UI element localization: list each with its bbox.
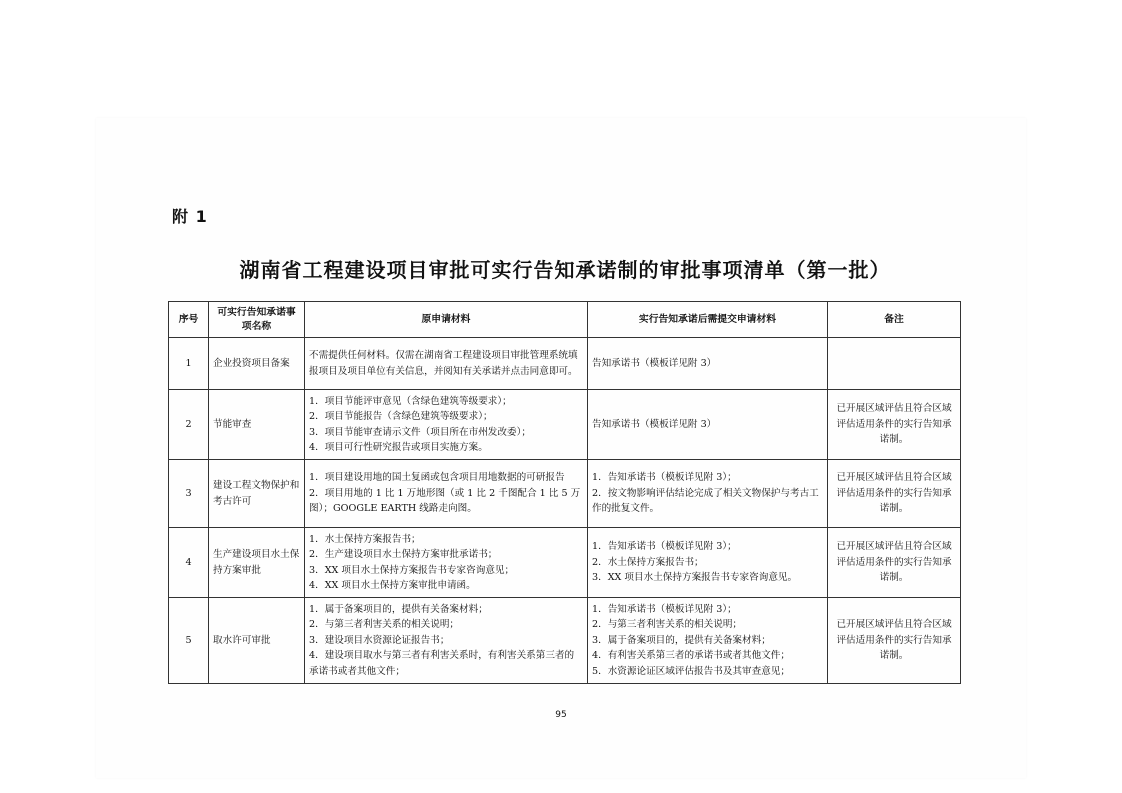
row-note: 已开展区域评估且符合区域评估适用条件的实行告知承诺制。 (828, 528, 961, 598)
list-item: 2．生产建设项目水土保持方案审批承诺书； (309, 549, 498, 560)
row-num: 2 (169, 390, 209, 460)
table-row (169, 338, 961, 390)
page-title: 湖南省工程建设项目审批可实行告知承诺制的审批事项清单（第一批） (239, 258, 891, 282)
list-item: 1．项目节能评审意见（含绿色建筑等级要求）； (309, 395, 512, 407)
header-num: 序号 (169, 302, 209, 338)
row-note: 已开展区域评估且符合区域评估适用条件的实行告知承诺制。 (828, 390, 961, 460)
row-commitment-materials (588, 598, 828, 684)
list-item: 2．项目用地的 1 比 1 万地形图（或 1 比 2 千图配合 1 比 5 万图）；GOOGLE EARTH 线路走向图。 (309, 487, 581, 515)
list-item: 2．水土保持方案报告书； (592, 556, 704, 568)
list-item: 2．按文物影响评估结论完成了相关文物保护与考古工作的批复文件。 (592, 487, 819, 515)
row-note: 已开展区域评估且符合区域评估适用条件的实行告知承诺制。 (828, 460, 961, 528)
header-commitment-materials: 实行告知承诺后需提交申请材料 (588, 302, 828, 338)
list-item: 告知承诺书（模板详见附 3） (592, 418, 717, 430)
list-item: 3．建设项目水资源论证报告书； (309, 634, 450, 646)
appendix-label: 附 1 (172, 207, 208, 226)
list-item: 5．水资源论证区域评估报告书及其审查意见； (592, 665, 790, 677)
list-item: 4．建设项目取水与第三者有利害关系时，有利害关系第三者的承诺书或者其他文件； (309, 650, 575, 677)
row-item-name: 取水许可审批 (209, 598, 305, 684)
row-note (828, 338, 961, 390)
row-commitment-materials (588, 460, 828, 528)
row-num: 5 (169, 598, 209, 684)
row-commitment-materials (588, 338, 828, 390)
table-row (169, 528, 961, 598)
list-item: 3．XX 项目水土保持方案报告书专家咨询意见； (309, 564, 515, 576)
table-row (169, 460, 961, 528)
approval-items-table (168, 301, 961, 684)
row-num: 4 (169, 528, 209, 598)
row-num: 3 (169, 460, 209, 528)
list-item: 2．与第三者利害关系的相关说明； (309, 619, 460, 631)
list-item: 4．有利害关系第三者的承诺书或者其他文件； (592, 650, 790, 662)
row-item-name: 节能审查 (209, 390, 305, 460)
row-original-materials (305, 598, 588, 684)
table-header-row (169, 302, 961, 338)
row-item-name: 建设工程文物保护和考古许可 (209, 460, 305, 528)
row-original-materials (305, 528, 588, 598)
list-item: 3．项目节能审查请示文件（项目所在市州发改委）； (309, 426, 531, 438)
list-item: 1．项目建设用地的国土复函或包含项目用地数据的可研报告 (309, 472, 565, 484)
list-item: 3．属于备案项目的，提供有关备案材料； (592, 634, 771, 646)
row-item-name: 生产建设项目水土保持方案审批 (209, 528, 305, 598)
row-original-materials (305, 460, 588, 528)
header-original-materials: 原申请材料 (305, 302, 588, 338)
list-item: 告知承诺书（模板详见附 3） (592, 357, 717, 369)
list-item: 1．告知承诺书（模板详见附 3）； (592, 541, 737, 553)
list-item: 1．告知承诺书（模板详见附 3）； (592, 603, 737, 615)
row-original-materials (305, 390, 588, 460)
table-row (169, 390, 961, 460)
header-item-name: 可实行告知承诺事项名称 (209, 302, 305, 338)
row-commitment-materials (588, 528, 828, 598)
list-item: 4．项目可行性研究报告或项目实施方案。 (309, 442, 488, 453)
list-item: 3．XX 项目水土保持方案报告书专家咨询意见。 (592, 572, 798, 584)
list-item: 2．项目节能报告（含绿色建筑等级要求）； (309, 411, 493, 422)
row-original-materials (305, 338, 588, 390)
page-number: 95 (555, 710, 567, 720)
list-item: 2．与第三者利害关系的相关说明； (592, 619, 743, 631)
header-note: 备注 (828, 302, 961, 338)
list-item: 1．属于备案项目的，提供有关备案材料； (309, 603, 488, 615)
row-note: 已开展区域评估且符合区域评估适用条件的实行告知承诺制。 (828, 598, 961, 684)
list-item: 1．告知承诺书（模板详见附 3）； (592, 472, 737, 484)
list-item: 4．XX 项目水土保持方案审批申请函。 (309, 580, 476, 591)
table-row (169, 598, 961, 684)
row-commitment-materials (588, 390, 828, 460)
list-item: 不需提供任何材料。仅需在湖南省工程建设项目审批管理系统填报项目及项目单位有关信息，并阅知有关承诺并点击同意即可。 (309, 350, 578, 377)
row-num: 1 (169, 338, 209, 390)
row-item-name: 企业投资项目备案 (209, 338, 305, 390)
list-item: 1．水土保持方案报告书； (309, 533, 421, 545)
